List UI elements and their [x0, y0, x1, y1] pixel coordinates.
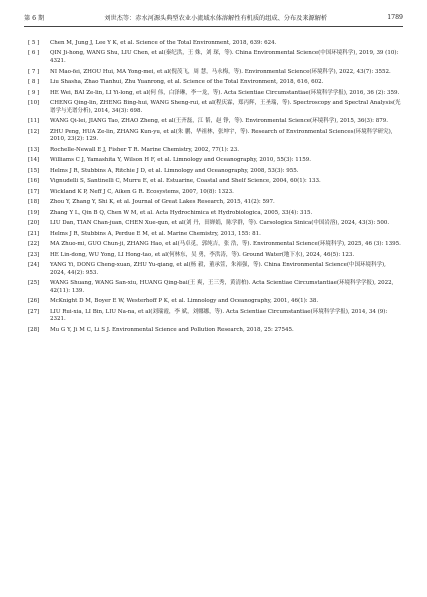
reference-text: QIN Ji-hong, WANG Shu, LIU Chen, et al(秦纪洪，王 姝，刘 琛，等). China Environmental Science(中国环境科学), 2019, 39 (10): 4321. [50, 50, 399, 65]
reference-number: [22] [28, 241, 40, 248]
reference-item [28, 298, 401, 306]
reference-number: [ 7 ] [28, 68, 40, 75]
issue-number: 第 6 期 [24, 14, 45, 22]
reference-text: LIU Rui-xia, LI Bin, LIU Na-na, et al(刘瑞霞，李 斌，刘娜娜，等). Acta Scientiae Circumstantiae(环境科学学报), 2014, 34 (9): 2321. [50, 308, 388, 323]
reference-number: [18] [28, 199, 40, 206]
reference-item [28, 157, 401, 165]
reference-number: [11] [28, 118, 40, 125]
reference-number: [20] [28, 220, 40, 227]
reference-number: [ 5 ] [28, 40, 40, 46]
reference-item [28, 69, 401, 77]
reference-text: McKnight D M, Boyer E W, Westerhoff P K, et al. Limnology and Oceanography, 2001, 46(1): 38. [50, 298, 319, 305]
reference-text: Rochelle-Newall E J, Fisher T R. Marine Chemistry, 2002, 77(1): 23. [50, 146, 240, 153]
reference-text: Vignudelli S, Santinelli C, Murru E, et al. Estuarine, Coastal and Shelf Science, 2004, 60(1): 133. [50, 178, 321, 185]
reference-item [28, 100, 401, 115]
reference-number: [26] [28, 298, 40, 305]
reference-item [28, 178, 401, 186]
reference-item [28, 147, 401, 155]
reference-number: [ 8 ] [28, 79, 40, 86]
reference-number: [25] [28, 280, 40, 287]
reference-item [28, 280, 401, 295]
reference-text: Mu G Y, Ji M C, Li S J. Environmental Science and Pollution Research, 2018, 25: 27545. [50, 326, 294, 333]
reference-number: [ 6 ] [28, 50, 40, 57]
reference-item [28, 50, 401, 65]
reference-item [28, 220, 401, 228]
reference-text: Helms J R, Stubbins A, Perdue E M, et al. Marine Chemistry, 2013, 155: 81. [50, 230, 261, 237]
running-title: 刘世杰等：赤水河源头典型农业小流域水体溶解性有机质的组成、分布及来源解析 [104, 14, 328, 22]
reference-item [28, 327, 401, 335]
reference-item [28, 40, 401, 48]
reference-text: HE Wei, BAI Ze-lin, LI Yi-long, et al(何 伟，白泽琳，李一龙，等). Acta Scientiae Circumstantiae(环境科学学报), 2016, 36 (2): 359. [50, 89, 400, 96]
reference-number: [14] [28, 157, 40, 164]
reference-item [28, 90, 401, 98]
reference-item [28, 252, 401, 260]
reference-number: [10] [28, 100, 40, 107]
reference-item [28, 262, 401, 277]
reference-item [28, 309, 401, 324]
reference-number: [16] [28, 178, 40, 185]
reference-text: Wickland K P, Neff J C, Aiken G R. Ecosystems, 2007, 10(8): 1323. [50, 188, 234, 195]
reference-text: Williams C J, Yamashita Y, Wilson H F, et al. Limnology and Oceanography, 2010, 55(3): 1159. [50, 157, 311, 164]
reference-text: Zhang Y L, Qin B Q, Chen W M, et al. Acta Hydrochimica et Hydrobiologica, 2005, 33(4): 315. [50, 209, 313, 216]
reference-text: Helms J R, Stubbins A, Ritchie J D, et al. Limnology and Oceanography, 2008, 53(3): 955. [50, 167, 299, 174]
reference-number: [23] [28, 251, 40, 258]
running-header [24, 10, 403, 27]
reference-item [28, 199, 401, 207]
reference-item [28, 189, 401, 197]
reference-number: [24] [28, 261, 40, 268]
reference-text: MA Zhuo-mi, GUO Chun-ji, ZHANG Hao, et al(马卓觅，郭纯吉，张 浩，等). Environmental Science(环境科学), 2025, 46 (3): 1395. [50, 241, 401, 248]
reference-item [28, 129, 401, 144]
reference-number: [15] [28, 167, 40, 174]
reference-list [28, 40, 401, 337]
reference-text: LIU Dan, TIAN Chan-juan, CHEN Xue-qun, et al(刘 丹，田婵娟，陈学群，等). Carsologica Sinica(中国岩溶), 2024, 43(3): 500. [50, 220, 390, 227]
reference-text: ZHU Peng, HUA Ze-lin, ZHANG Kun-yu, et al(朱 鹏，华祖林，张坤宇，等). Research of Environmental Sciences(环境科学研究), 2010, 23(2): 129. [50, 128, 393, 143]
reference-text: Chen M, Jung J, Lee Y K, et al. Science of the Total Environment, 2018, 639: 624. [50, 40, 277, 46]
reference-item [28, 241, 401, 249]
reference-text: YANG Yi, DONG Cheng-xuan, ZHU Yu-qiang, et al(杨 毅，董承萱，朱裕强，等). China Environmental Science(中国环境科学), 2024, 44(2): 953. [50, 261, 386, 276]
reference-item [28, 118, 401, 126]
reference-text: WANG Qi-lei, JIANG Tao, ZHAO Zheng, et al(王齐磊，江 韬，赵 铮，等). Environmental Science(环境科学), 2015, 36(3): 879. [50, 118, 388, 125]
reference-text: Zhou Y, Zhang Y, Shi K, et al. Journal of Great Lakes Research, 2015, 41(2): 597. [50, 199, 275, 206]
reference-number: [13] [28, 146, 40, 153]
reference-text: WANG Shuang, WANG San-xiu, HUANG Qing-bai(王 爽，王三秀，黄清柏). Acta Scientiae Circumstantiae(环境科学学报), 2022, 42(11): 139. [50, 280, 394, 294]
reference-number: [21] [28, 230, 40, 237]
reference-item [28, 210, 401, 218]
reference-text: HE Lin-dong, WU Yong, LI Hong-tao, et al(何林东，吴 勇，李洪涛，等). Ground Water(地下水), 2024, 46(5): 123. [50, 251, 355, 258]
reference-item [28, 168, 401, 176]
reference-number: [27] [28, 308, 40, 315]
reference-item [28, 231, 401, 239]
reference-number: [ 9 ] [28, 89, 40, 96]
reference-text: CHENG Qing-lin, ZHENG Bing-hui, WANG Sheng-rui, et al(程庆霖，郑丙辉，王圣瑞，等). Spectroscopy and Spectral Analysis(光谱学与光谱分析), 2014, 34(3): 698. [50, 100, 401, 114]
reference-item [28, 79, 401, 87]
reference-number: [12] [28, 128, 40, 135]
reference-text: Liu Shasha, Zhao Tianhui, Zhu Yuanrong, et al. Science of the Total Environment, 2018, 616, 602. [50, 79, 324, 86]
reference-text: NI Mao-fei, ZHOU Hui, MA Yong-mei, et al(倪茂飞，周 慧，马永梅，等). Environmental Science(环境科学), 2022, 43(7): 3552. [50, 68, 391, 75]
reference-number: [17] [28, 188, 40, 195]
reference-number: [28] [28, 326, 40, 333]
reference-number: [19] [28, 209, 40, 216]
page-number: 1789 [387, 13, 403, 21]
